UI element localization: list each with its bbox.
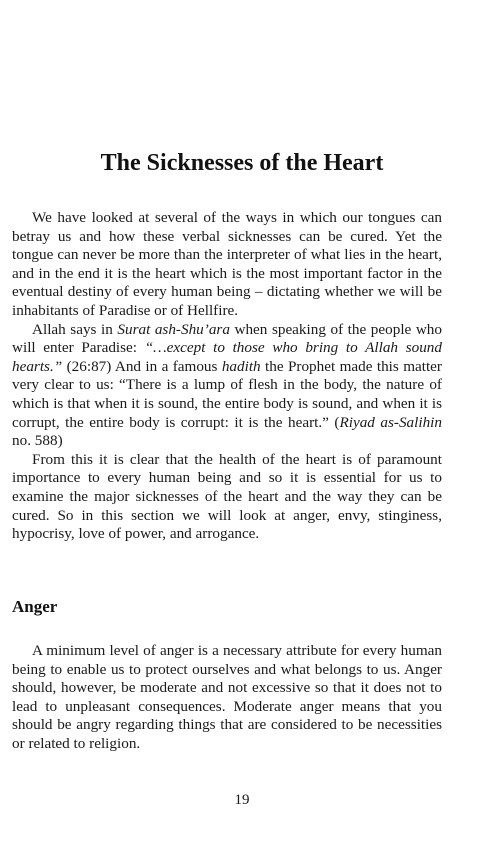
anger-paragraph-1: A minimum level of anger is a necessary attribute for every human being to enable us to protect ourselves and what belongs to us. Anger should, however, be moderate and not excessive so that it does not to lead to unpleasant consequences. Moderate anger means that you should be angry regarding things that are considered to be necessities or related to religion. — [12, 642, 442, 752]
anger-section — [12, 642, 442, 754]
reference-source: Riyad as-Salihin — [339, 413, 442, 431]
hadith-term: hadith — [221, 357, 261, 375]
intro-section — [12, 209, 442, 544]
text-run: when speaking of the people who will enter Paradise: — [12, 320, 442, 357]
intro-paragraph-1: We have looked at several of the ways in which our tongues can betray us and how these verbal sicknesses can be cured. Yet the tongue can never be more than the interpreter of what lies in the heart, and in the end it is the heart which is the most important factor in the eventual destiny of every human being – dictating whether we will be inhabitants of Paradise or of Hellfire. — [12, 209, 442, 319]
page-number: 19 — [234, 792, 250, 808]
quran-quote: “…except to those who bring to Allah sound hearts.” — [12, 339, 442, 375]
text-run: (26:87) And in a famous — [62, 357, 222, 375]
intro-paragraph-3: From this it is clear that the health of the heart is of paramount importance to every human being and so it is essential for us to examine the major sicknesses of the heart and the way they can be cured. So in this section we will look at anger, envy, stinginess, hypocrisy, love of power, and arrogance. — [12, 450, 442, 543]
text-run: no. 588) — [12, 432, 63, 450]
section-heading-anger: Anger — [12, 597, 58, 616]
chapter-title: The Sicknesses of the Heart — [100, 150, 384, 176]
surah-name: Surat ash-Shu’ara — [117, 320, 230, 338]
intro-paragraph-2 — [12, 321, 442, 451]
text-run: Allah says in — [32, 320, 118, 338]
text-run: the Prophet made this matter very clear to us: “There is a lump of flesh in the body, the nature of which is that when it is sound, the entire body is sound, and when it is corrupt, the entire body is corrupt: it is the heart.” ( — [12, 357, 442, 431]
